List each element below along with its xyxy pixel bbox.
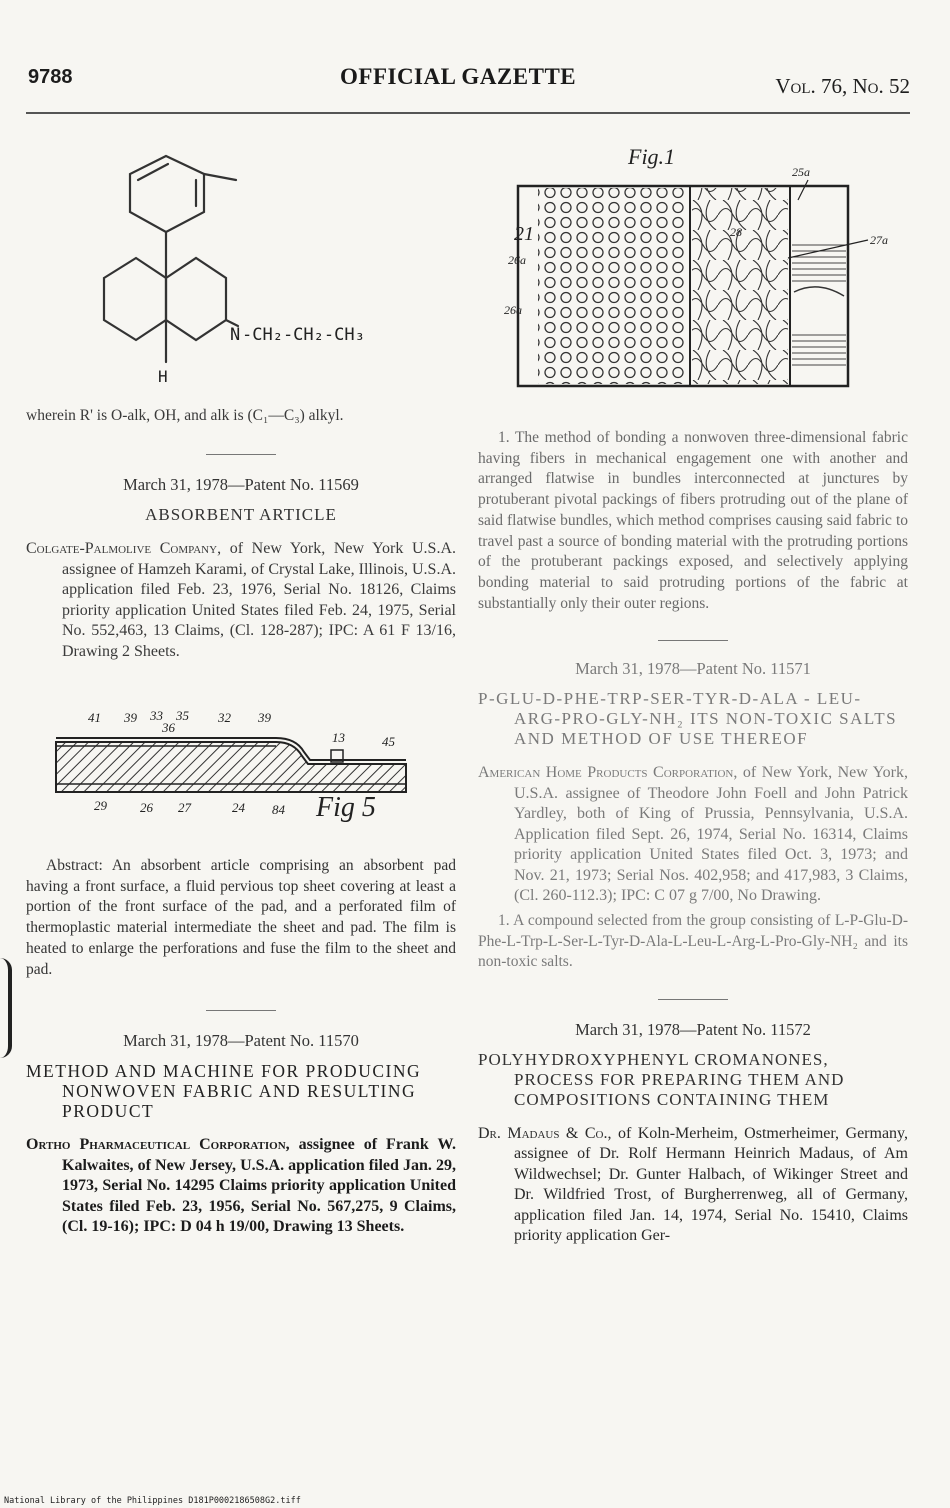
patent-11569-abstract [26,856,456,980]
fig5-label-35: 35 [176,708,189,723]
section-divider [206,454,276,455]
scan-margin-bracket [0,958,12,1058]
fig1-label-26a-bottom: 26a [504,303,522,317]
patent-11569-date: March 31, 1978—Patent No. 11569 [123,475,359,494]
patent-11570-body: assignee of Frank W. Kalwaites, of New Jersey, U.S.A. application filed Jan. 29, 1973, Serial No. 14295 Claims priority application United States filed Feb. 23, 1956, Serial No. 567,275, 9 Claims, (Cl. 19-16); IPC: D 04 h 19/00, Drawing 13 Sheets. [62,1136,456,1236]
fig5-label-84: 84 [272,802,285,817]
fig5-label-41: 41 [88,710,101,725]
absorbent-pad-figure [26,702,456,822]
patent-11571-assignee: American Home Products Corporation, [478,764,738,782]
section-divider [658,640,728,641]
patent-11570-date: March 31, 1978—Patent No. 11570 [123,1031,359,1051]
fig5-label-29: 29 [94,798,107,813]
page-number: 9788 [28,66,73,88]
fig1-label-21: 21 [514,223,534,245]
fig5-label-33: 33 [150,708,163,723]
left-column [26,150,456,1238]
patent-11569-title: ABSORBENT ARTICLE [145,505,337,524]
patent-11569-entry [26,539,456,662]
patent-11571-title: P-GLU-D-PHE-TRP-SER-TYR-D-ALA - LEU-ARG-PRO-GLY-NH₂ ITS NON-TOXIC SALTS AND METHOD OF USE THEREOF [478,689,898,749]
dotted-region [538,188,688,384]
patent-11571-date: March 31, 1978—Patent No. 11571 [575,659,811,679]
patent-11570-claim: 1. The method of bonding a nonwoven three-dimensional fabric having fibers in mechanical engagement one with another and arranged flatwise in bundles interconnected at junctures by protuberant pivotal packings of fibers protruding out of the plane of said flatwise bundles, which method comprises causing said fabric to travel past a source of bonding material with the protruding portions of the protuberant packings exposed, and selectively applying bonding material to said protruding portions of the fabric at substantially only their outer regions. [478,429,908,612]
fig1-label-25a: 25a [792,165,810,179]
patent-11571-claim: 1. A compound selected from the group consisting of L-P-Glu-D-Phe-L-Trp-L-Ser-L-Tyr-D-Ala-L-Leu-L-Arg-L-Pro-Gly-NH₂ and its non-toxic salts. [478,911,908,971]
patent-11572-entry [478,1124,908,1247]
structure-caption: wherein R' is O-alk, OH, and alk is (C₁—C₃) alkyl. [26,407,344,424]
section-divider [206,1010,276,1011]
patent-11570-assignee: Ortho Pharmaceutical Corporation, [26,1136,290,1154]
chemical-structure-figure [26,150,456,390]
fig5-label-26: 26 [140,800,153,815]
right-ring [166,258,226,340]
fiber-region [692,188,788,384]
patent-11569-assignee: Colgate-Palmolive Company, [26,540,222,557]
patent-11572-body: of Koln-Merheim, Ostmerheimer, Germany, assignee of Dr. Rolf Hermann Heinrich Madaus, of Am Wildwechsel; Dr. Gunter Halbach, of Wikinger Street and Dr. Wildfried Trost, of Burgherrenweg, all of Germany, application filed Jan. 14, 1974, Serial No. 15410, Claims priority application Ger- [514,1124,909,1245]
patent-11572-date: March 31, 1978—Patent No. 11572 [575,1019,811,1039]
benzene-ring [130,156,204,232]
header-rule [26,112,910,114]
patent-11571-body: of New York, New York, U.S.A. assignee of Theodore John Foell and John Patrick Yardley, both of King of Prussia, Pennsylvania, U.S.A. Application filed Sept. 26, 1974, Serial No. 16314, Claims priority application United States filed Oct. 3, 1973; and Nov. 21, 1973; Serial Nos. 402,958; and 417,983, 3 Claims, (Cl. 260-112.3); IPC: C 07 g 7/00, No Drawing. [514,764,908,905]
side-chain-label: -CH₂-CH₂-CH₃ [242,325,365,345]
fig5-label-45: 45 [382,734,395,749]
right-column [478,140,908,1247]
fig1-label-27a: 27a [870,233,888,247]
scan-footer: National Library of the Philippines D181P0002186508G2.tiff [4,1496,301,1506]
nonwoven-fabric-figure [478,140,908,392]
fig5-label-39a: 39 [124,710,137,725]
section-divider [658,999,728,1000]
patent-11572-assignee: Dr. Madaus & Co., [478,1124,612,1142]
patent-11570-entry [26,1135,456,1238]
abstract-label: Abstract: [46,857,103,874]
fig5-label-32: 32 [218,710,231,725]
fig1-label-26a-top: 26a [508,253,526,267]
publication-title: OFFICIAL GAZETTE [340,64,577,89]
fig1-label-28: 28 [730,225,742,239]
patent-11572-title: POLYHYDROXYPHENYL CROMANONES, PROCESS FOR PREPARING THEM AND COMPOSITIONS CONTAINING THEM [478,1049,845,1109]
patent-11570-title: METHOD AND MACHINE FOR PRODUCING NONWOVEN FABRIC AND RESULTING PRODUCT [26,1061,422,1122]
abstract-text: An absorbent article comprising an absorbent pad having a front surface, a fluid pervious top sheet covering at least a portion of the front surface of the pad, and a perforated film of thermoplastic material intermediate the sheet and pad. The film is heated to enlarge the perforations and fuse the film to the sheet and pad. [26,857,456,978]
fig5-caption: Fig 5 [316,792,376,822]
fig5-label-27: 27 [178,800,191,815]
patent-11571-entry [478,763,908,907]
fig1-label: Fig.1 [628,144,676,169]
volume-info: Vol. 76, No. 52 [775,74,910,98]
hydrogen-atom-label: H [158,367,168,386]
nitrogen-atom-label: N [230,325,241,345]
patent-11569-body: of New York, New York U.S.A. assignee of Hamzeh Karami, of Crystal Lake, Illinois, U.S.A. application filed Feb. 23, 1976, Serial No. 18126, Claims priority application United States filed Feb. 24, 1975, Serial No. 552,463, 13 Claims, (Cl. 128-287); IPC: A 61 F 13/16, Drawing 2 Sheets. [62,540,457,660]
left-ring [104,258,166,340]
fig5-label-13: 13 [332,730,345,745]
fig5-label-36: 36 [162,720,175,735]
fig5-label-24: 24 [232,800,245,815]
fig5-label-39b: 39 [258,710,271,725]
